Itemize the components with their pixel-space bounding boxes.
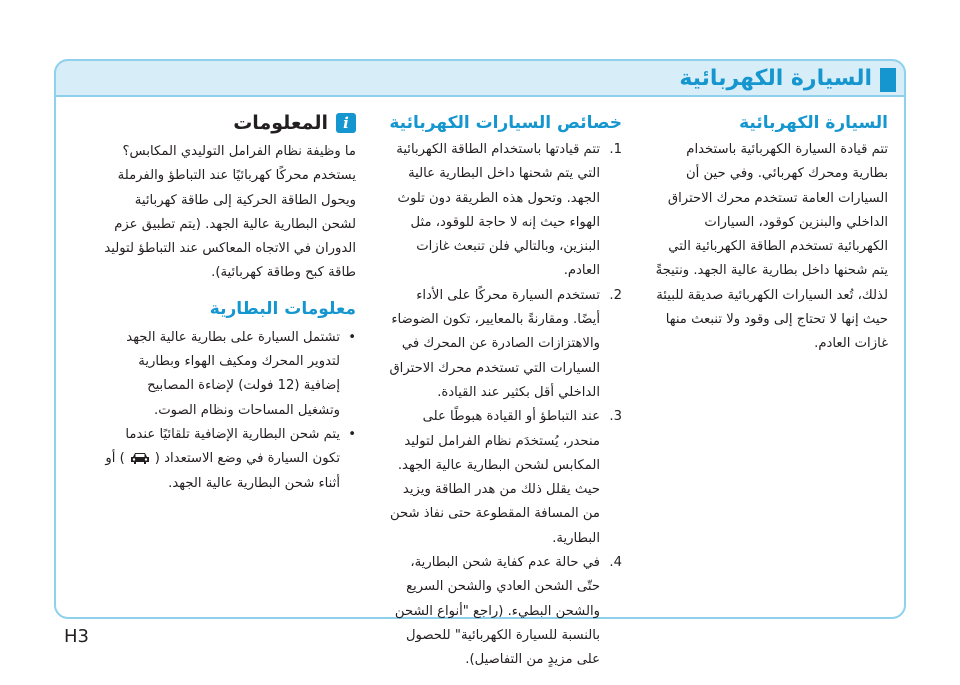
battery-info-list (102, 326, 356, 496)
section-body: تتم قيادة السيارة الكهربائية باستخدام بطارية ومحرك كهربائي. وفي حين أن السيارات العامة تستخدم محرك الاحتراق الداخلي والبنزين كوقود، السيارات الكهربائية تستخدم الطاقة الكهربائية التي يتم شحنها داخل بطارية عالية الجهد. ونتيجةً لذلك، تُعد السيارات الكهربائية صديقة للبيئة حيث إنها لا تحتاج إلى وقود ولا تنبعث منها غازات العادم. (655, 142, 888, 352)
item-number: 3. (609, 409, 622, 425)
info-title-row (102, 110, 356, 136)
item-text: في حالة عدم كفاية شحن البطارية، حتّى الشحن العادي والشحن السريع والشحن البطيء. (راجع "أنواع الشحن بالنسبة للسيارة الكهربائية" للحصول على مزيدٍ من التفاصيل). (394, 555, 600, 668)
section-electric-vehicle (652, 110, 888, 357)
list-item (102, 423, 356, 496)
page-title: السيارة الكهربائية (679, 66, 872, 91)
battery-info-heading: معلومات البطارية (209, 298, 356, 319)
item-text: عند التباطؤ أو القيادة هبوطًا على منحدر، يُستخدَم نظام الفرامل لتوليد المكابس لشحن البطارية عالية الجهد. حيث يقلل ذلك من هدر الطاقة ويزيد من المسافة المقطوعة حتى نفاذ شحن البطارية. (389, 409, 600, 546)
section-heading: خصائص السيارات الكهربائية (389, 113, 622, 133)
item-number: 4. (609, 555, 622, 571)
bullet-text: يتم شحن البطارية الإضافية تلقائيًا عندما تكون السيارة في وضع الاستعداد ( (125, 426, 340, 467)
bullet-text-continued: ) أو أثناء شحن البطارية عالية الجهد. (105, 451, 340, 491)
item-text: تتم قيادتها باستخدام الطاقة الكهربائية التي يتم شحنها داخل البطارية عالية الجهد. وتحول هذه الطريقة دون تلوث الهواء حيث إنه لا حاجة للوقود، مثل البنزين، وبالتالي فلن تنبعث غازات العادم. (396, 142, 600, 279)
section-heading: السيارة الكهربائية (739, 113, 888, 133)
item-number: 1. (609, 142, 622, 157)
list-item (386, 284, 622, 405)
info-icon: i (336, 113, 356, 133)
item-number: 2. (609, 287, 622, 303)
bullet-text: تشتمل السيارة على بطارية عالية الجهد لتدوير المحرك ومكيف الهواء وبطارية إضافية (12 فولت) لإضاءة المصابيح وتشغيل المساحات ونظام الصوت. (126, 329, 340, 418)
info-body: ما وظيفة نظام الفرامل التوليدي المكابس؟ يستخدم محركًا كهربائيًا عند التباطؤ والفرملة ويحول الطاقة الحركية إلى طاقة كهربائية لشحن البطارية عالية الجهد. (يتم تطبيق عزم الدوران في الاتجاه المعاكس عند التباطؤ لتوليد طاقة كبح وطاقة كهربائية). (104, 144, 356, 281)
item-text: تستخدم السيارة محركًا على الأداء أيضًا. ومقارنةً بالمعايير، تكون الضوضاء والاهتزازات الصادرة عن المحرك في السيارات التي تستخدم محرك الاحتراق الداخلي أقل بكثير عند القيادة. (389, 287, 600, 400)
list-item (386, 551, 622, 672)
section-ev-features (386, 110, 622, 673)
bullet-dot: • (348, 426, 356, 442)
section-information (102, 110, 356, 496)
features-list (386, 138, 622, 673)
page-number: H3 (64, 626, 89, 647)
bullet-dot: • (348, 329, 356, 345)
list-item (102, 326, 356, 423)
info-title: المعلومات (233, 112, 328, 134)
ready-car-icon (129, 451, 151, 465)
list-item (386, 138, 622, 284)
list-item (386, 405, 622, 551)
